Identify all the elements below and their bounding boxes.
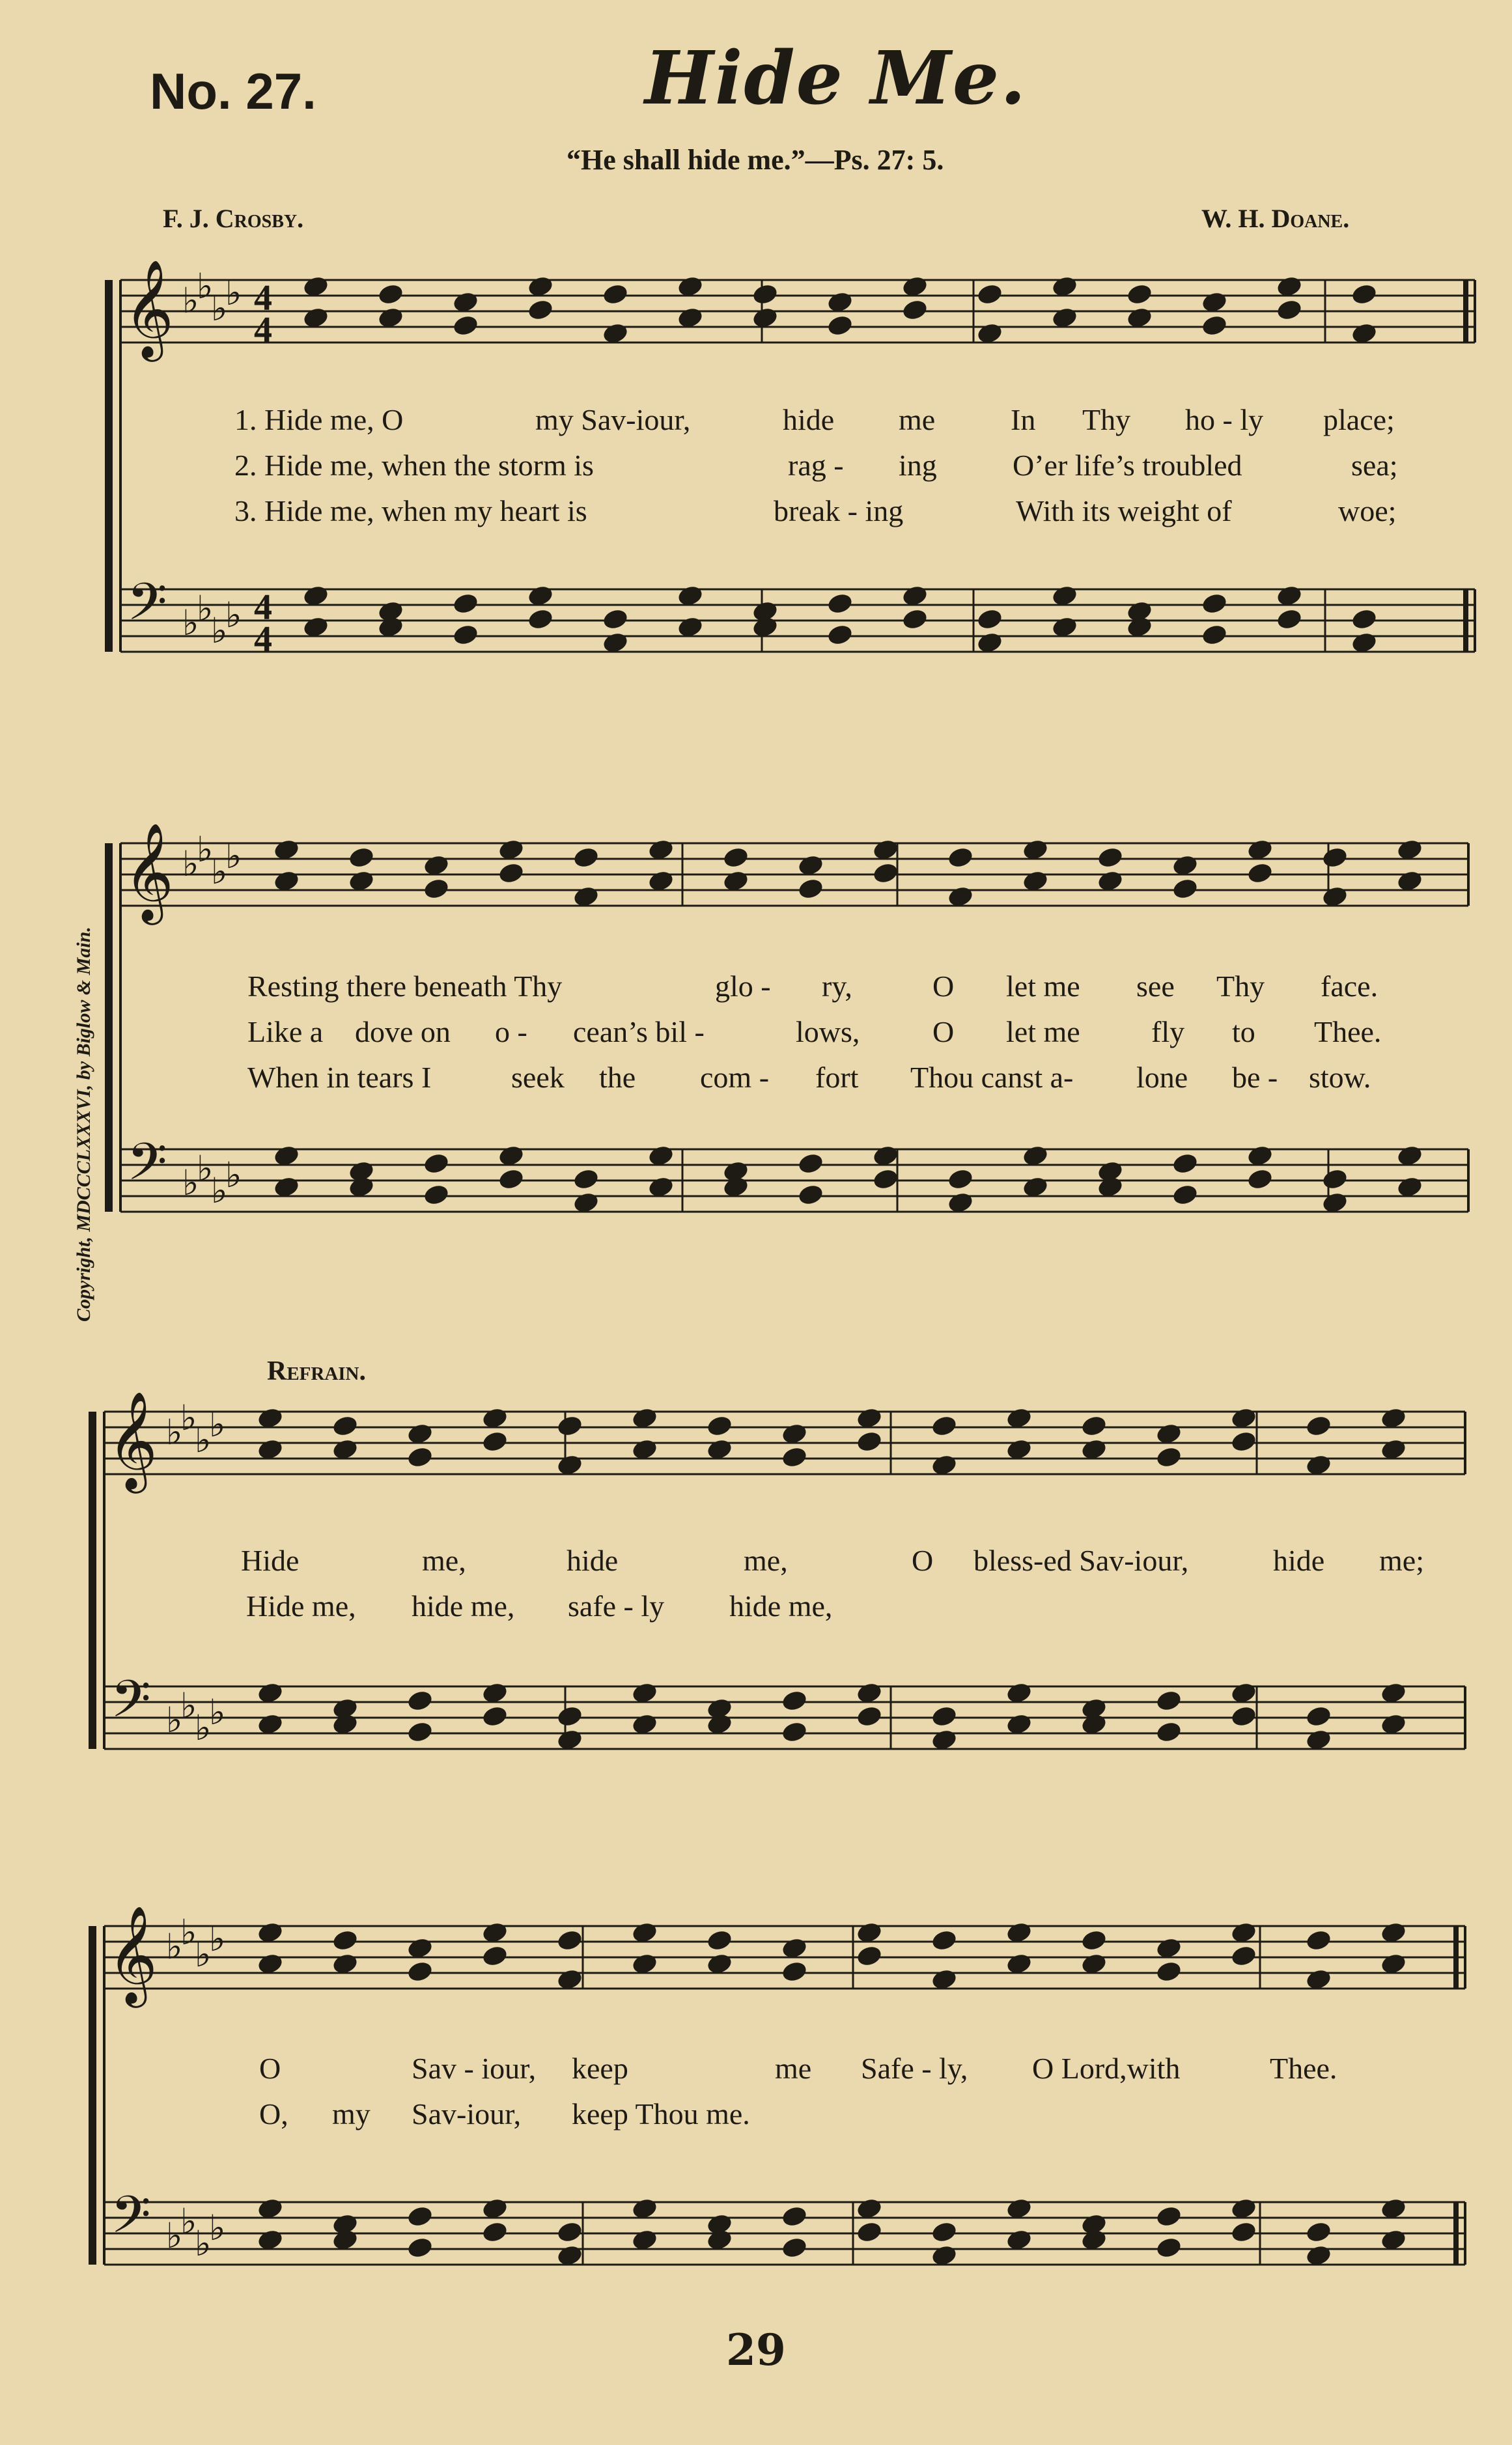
note-head <box>1306 1930 1331 1951</box>
note-head <box>1323 847 1347 868</box>
note-head <box>557 1416 582 1436</box>
note-head <box>857 1946 882 1966</box>
lyric: me, <box>422 1544 466 1577</box>
note-head <box>1277 609 1302 630</box>
lyric: be - <box>1232 1061 1278 1094</box>
lyric: woe; <box>1338 494 1397 527</box>
note-head <box>557 1706 582 1727</box>
lyric: safe - ly <box>568 1589 665 1623</box>
note-head <box>1127 284 1152 305</box>
lyric: O Lord,with <box>1032 2052 1181 2085</box>
note-head <box>557 2222 582 2242</box>
note-head <box>1231 1706 1256 1727</box>
note-head <box>1306 1706 1331 1727</box>
note-head <box>977 609 1002 630</box>
lyric: see <box>1136 970 1175 1003</box>
note-head <box>1231 1431 1256 1452</box>
note-head <box>1156 2237 1181 2258</box>
flat-icon: ♭ <box>195 1707 212 1748</box>
note-head <box>1277 300 1302 320</box>
lyric: hide me, <box>729 1589 833 1623</box>
flat-icon: ♭ <box>195 1419 212 1460</box>
lyric: dove on <box>355 1015 451 1048</box>
lyric: In <box>1011 403 1036 436</box>
note-head <box>782 2237 807 2258</box>
flat-icon: ♭ <box>225 1154 242 1195</box>
lyric: keep <box>572 2052 628 2085</box>
note-head <box>903 609 927 630</box>
scripture-reference: “He shall hide me.”—Ps. 27: 5. <box>567 144 944 176</box>
flat-icon: ♭ <box>225 272 242 313</box>
note-head <box>857 2222 882 2242</box>
note-head <box>453 624 478 645</box>
note-head <box>1156 1447 1181 1468</box>
flat-icon: ♭ <box>166 2215 183 2256</box>
lyric: Like a <box>247 1015 324 1048</box>
note-head <box>707 1416 732 1436</box>
note-head <box>349 847 374 868</box>
note-head <box>782 1722 807 1742</box>
flat-icon: ♭ <box>211 851 228 892</box>
lyric: 3. Hide me, when my heart is <box>234 494 587 527</box>
lyric: glo - <box>715 970 771 1003</box>
note-head <box>1156 1961 1181 1982</box>
lyric: the <box>599 1061 636 1094</box>
flat-icon: ♭ <box>209 2207 226 2248</box>
lyric: ho - ly <box>1185 403 1264 436</box>
refrain-label: Refrain. <box>267 1356 367 1386</box>
note-head <box>932 2222 957 2242</box>
note-head <box>1306 1416 1331 1436</box>
note-head <box>753 284 777 305</box>
lyric: Thy <box>1216 970 1265 1003</box>
lyric: Thee. <box>1314 1015 1382 1048</box>
flat-icon: ♭ <box>209 1404 226 1445</box>
note-head <box>932 1930 957 1951</box>
flat-icon: ♭ <box>197 266 214 307</box>
lyric: When in tears I <box>247 1061 432 1094</box>
lyric: Sav - iour, <box>412 2052 537 2085</box>
flat-icon: ♭ <box>182 1162 199 1203</box>
note-head <box>424 1153 449 1174</box>
lyric: Thou canst a- <box>910 1061 1074 1094</box>
lyric: break - ing <box>774 494 904 527</box>
note-head <box>948 1169 973 1190</box>
note-head <box>1352 284 1377 305</box>
lyric: Thee. <box>1270 2052 1337 2085</box>
note-head <box>1082 1416 1106 1436</box>
flat-icon: ♭ <box>225 594 242 636</box>
note-head <box>782 1447 807 1468</box>
lyric: keep Thou me. <box>572 2097 750 2131</box>
lyric: Sav-iour, <box>412 2097 522 2131</box>
note-head <box>857 1706 882 1727</box>
note-head <box>483 1431 507 1452</box>
composer-credit: W. H. Doane. <box>1201 204 1350 233</box>
lyric: 1. Hide me, O <box>234 403 404 436</box>
time-signature: 4 <box>254 310 272 350</box>
note-head <box>408 1961 432 1982</box>
note-head <box>903 300 927 320</box>
note-head <box>1098 847 1123 868</box>
lyric: lone <box>1136 1061 1188 1094</box>
note-head <box>977 284 1002 305</box>
note-head <box>1231 1946 1256 1966</box>
flat-icon: ♭ <box>211 288 228 329</box>
lyric: hide <box>1273 1544 1325 1577</box>
flat-icon: ♭ <box>182 280 199 321</box>
note-head <box>1156 1690 1181 1711</box>
note-head <box>557 1930 582 1951</box>
note-head <box>828 315 852 336</box>
note-head <box>1156 1722 1181 1742</box>
note-head <box>1173 878 1197 899</box>
note-head <box>333 1416 357 1436</box>
lyric: hide <box>567 1544 619 1577</box>
note-head <box>798 878 823 899</box>
note-head <box>932 1706 957 1727</box>
lyric: me <box>775 2052 812 2085</box>
lyric: sea; <box>1351 449 1398 482</box>
note-head <box>408 2206 432 2227</box>
treble-clef-icon: 𝄞 <box>107 1905 158 2004</box>
lyric: to <box>1232 1015 1255 1048</box>
hymn-title: Hide Me. <box>645 36 1028 121</box>
lyric: com - <box>700 1061 770 1094</box>
lyric: hide <box>783 403 835 436</box>
flat-icon: ♭ <box>166 1699 183 1740</box>
lyric: cean’s bil - <box>573 1015 705 1048</box>
page-number: 29 <box>726 2325 786 2375</box>
note-head <box>528 300 553 320</box>
note-head <box>424 878 449 899</box>
note-head <box>948 847 973 868</box>
lyric: hide me, <box>412 1589 515 1623</box>
time-signature: 4 <box>254 619 272 660</box>
author-credit: F. J. Crosby. <box>163 204 304 233</box>
note-head <box>932 1416 957 1436</box>
flat-icon: ♭ <box>166 1412 183 1453</box>
note-head <box>483 1946 507 1966</box>
lyric: Hide me, <box>246 1589 356 1623</box>
hymn-number: No. 27. <box>150 63 316 120</box>
note-head <box>408 1690 432 1711</box>
note-head <box>483 1706 507 1727</box>
lyric: face. <box>1321 970 1379 1003</box>
lyric: my <box>332 2097 371 2131</box>
lyric: ry, <box>822 970 852 1003</box>
flat-icon: ♭ <box>180 2201 197 2242</box>
flat-icon: ♭ <box>211 1170 228 1211</box>
lyric: O, <box>259 2097 288 2131</box>
lyric: rag - <box>788 449 844 482</box>
flat-icon: ♭ <box>209 1918 226 1959</box>
flat-icon: ♭ <box>211 610 228 651</box>
flat-icon: ♭ <box>166 1926 183 1967</box>
note-head <box>1231 2222 1256 2242</box>
note-head <box>424 1184 449 1205</box>
note-head <box>782 2206 807 2227</box>
note-head <box>873 863 898 884</box>
note-head <box>378 284 403 305</box>
note-head <box>603 284 628 305</box>
note-head <box>1202 624 1227 645</box>
note-head <box>1248 863 1272 884</box>
note-head <box>1173 1184 1197 1205</box>
note-head <box>828 593 852 614</box>
lyric: o - <box>495 1015 527 1048</box>
note-head <box>1306 2222 1331 2242</box>
note-head <box>333 1930 357 1951</box>
flat-icon: ♭ <box>182 843 199 884</box>
bass-clef-icon: 𝄢 <box>127 1132 167 1205</box>
treble-clef-icon: 𝄞 <box>124 822 174 921</box>
note-head <box>828 624 852 645</box>
lyric: O <box>259 2052 281 2085</box>
lyric: O <box>912 1544 934 1577</box>
flat-icon: ♭ <box>195 1934 212 1975</box>
lyric: O’er life’s troubled <box>1013 449 1242 482</box>
note-head <box>408 1447 432 1468</box>
note-head <box>1248 1169 1272 1190</box>
time-signature: 4 <box>254 587 272 628</box>
note-head <box>1323 1169 1347 1190</box>
lyric: fly <box>1151 1015 1185 1048</box>
note-head <box>453 593 478 614</box>
note-head <box>798 1153 823 1174</box>
bass-clef-icon: 𝄢 <box>111 2185 151 2257</box>
lyric: my Sav-iour, <box>535 403 691 436</box>
note-head <box>782 1690 807 1711</box>
note-head <box>483 2222 507 2242</box>
lyric: ing <box>899 449 937 482</box>
lyric: me; <box>1379 1544 1424 1577</box>
lyric: With its weight of <box>1016 494 1232 527</box>
flat-icon: ♭ <box>197 588 214 629</box>
note-head <box>1156 2206 1181 2227</box>
lyric: Thy <box>1082 403 1131 436</box>
note-head <box>723 847 748 868</box>
treble-clef-icon: 𝄞 <box>124 258 174 357</box>
lyric: stow. <box>1309 1061 1371 1094</box>
note-head <box>574 1169 598 1190</box>
lyric: place; <box>1323 403 1395 436</box>
note-head <box>528 609 553 630</box>
flat-icon: ♭ <box>180 1912 197 1953</box>
flat-icon: ♭ <box>195 2223 212 2264</box>
lyric: let me <box>1006 970 1080 1003</box>
lyric: O <box>932 970 955 1003</box>
lyric: O <box>932 1015 955 1048</box>
note-head <box>574 847 598 868</box>
lyric: seek <box>511 1061 565 1094</box>
flat-icon: ♭ <box>197 829 214 870</box>
note-head <box>782 1961 807 1982</box>
flat-icon: ♭ <box>182 602 199 643</box>
flat-icon: ♭ <box>209 1692 226 1733</box>
note-head <box>707 1930 732 1951</box>
time-signature: 4 <box>254 278 272 318</box>
note-head <box>857 1431 882 1452</box>
lyric: Hide <box>241 1544 300 1577</box>
treble-clef-icon: 𝄞 <box>107 1390 158 1489</box>
note-head <box>1082 1930 1106 1951</box>
note-head <box>499 1169 524 1190</box>
note-head <box>453 315 478 336</box>
lyric: Safe - ly, <box>861 2052 968 2085</box>
flat-icon: ♭ <box>180 1397 197 1438</box>
note-head <box>1202 593 1227 614</box>
lyric: let me <box>1006 1015 1080 1048</box>
note-head <box>408 2237 432 2258</box>
note-head <box>798 1184 823 1205</box>
lyric: me <box>899 403 936 436</box>
bass-clef-icon: 𝄢 <box>111 1669 151 1742</box>
note-head <box>873 1169 898 1190</box>
flat-icon: ♭ <box>180 1685 197 1726</box>
lyric: 2. Hide me, when the storm is <box>234 449 594 482</box>
lyric: lows, <box>796 1015 860 1048</box>
note-head <box>1173 1153 1197 1174</box>
note-head <box>1352 609 1377 630</box>
bass-clef-icon: 𝄢 <box>127 572 167 645</box>
lyric: bless-ed Sav-iour, <box>973 1544 1189 1577</box>
note-head <box>408 1722 432 1742</box>
note-head <box>499 863 524 884</box>
note-head <box>1202 315 1227 336</box>
lyric: fort <box>815 1061 859 1094</box>
lyric: Resting there beneath Thy <box>247 970 563 1003</box>
flat-icon: ♭ <box>197 1148 214 1189</box>
flat-icon: ♭ <box>225 835 242 876</box>
lyric: me, <box>744 1544 788 1577</box>
copyright-notice: Copyright, MDCCCLXXXVI, by Biglow & Main. <box>73 927 94 1322</box>
note-head <box>603 609 628 630</box>
